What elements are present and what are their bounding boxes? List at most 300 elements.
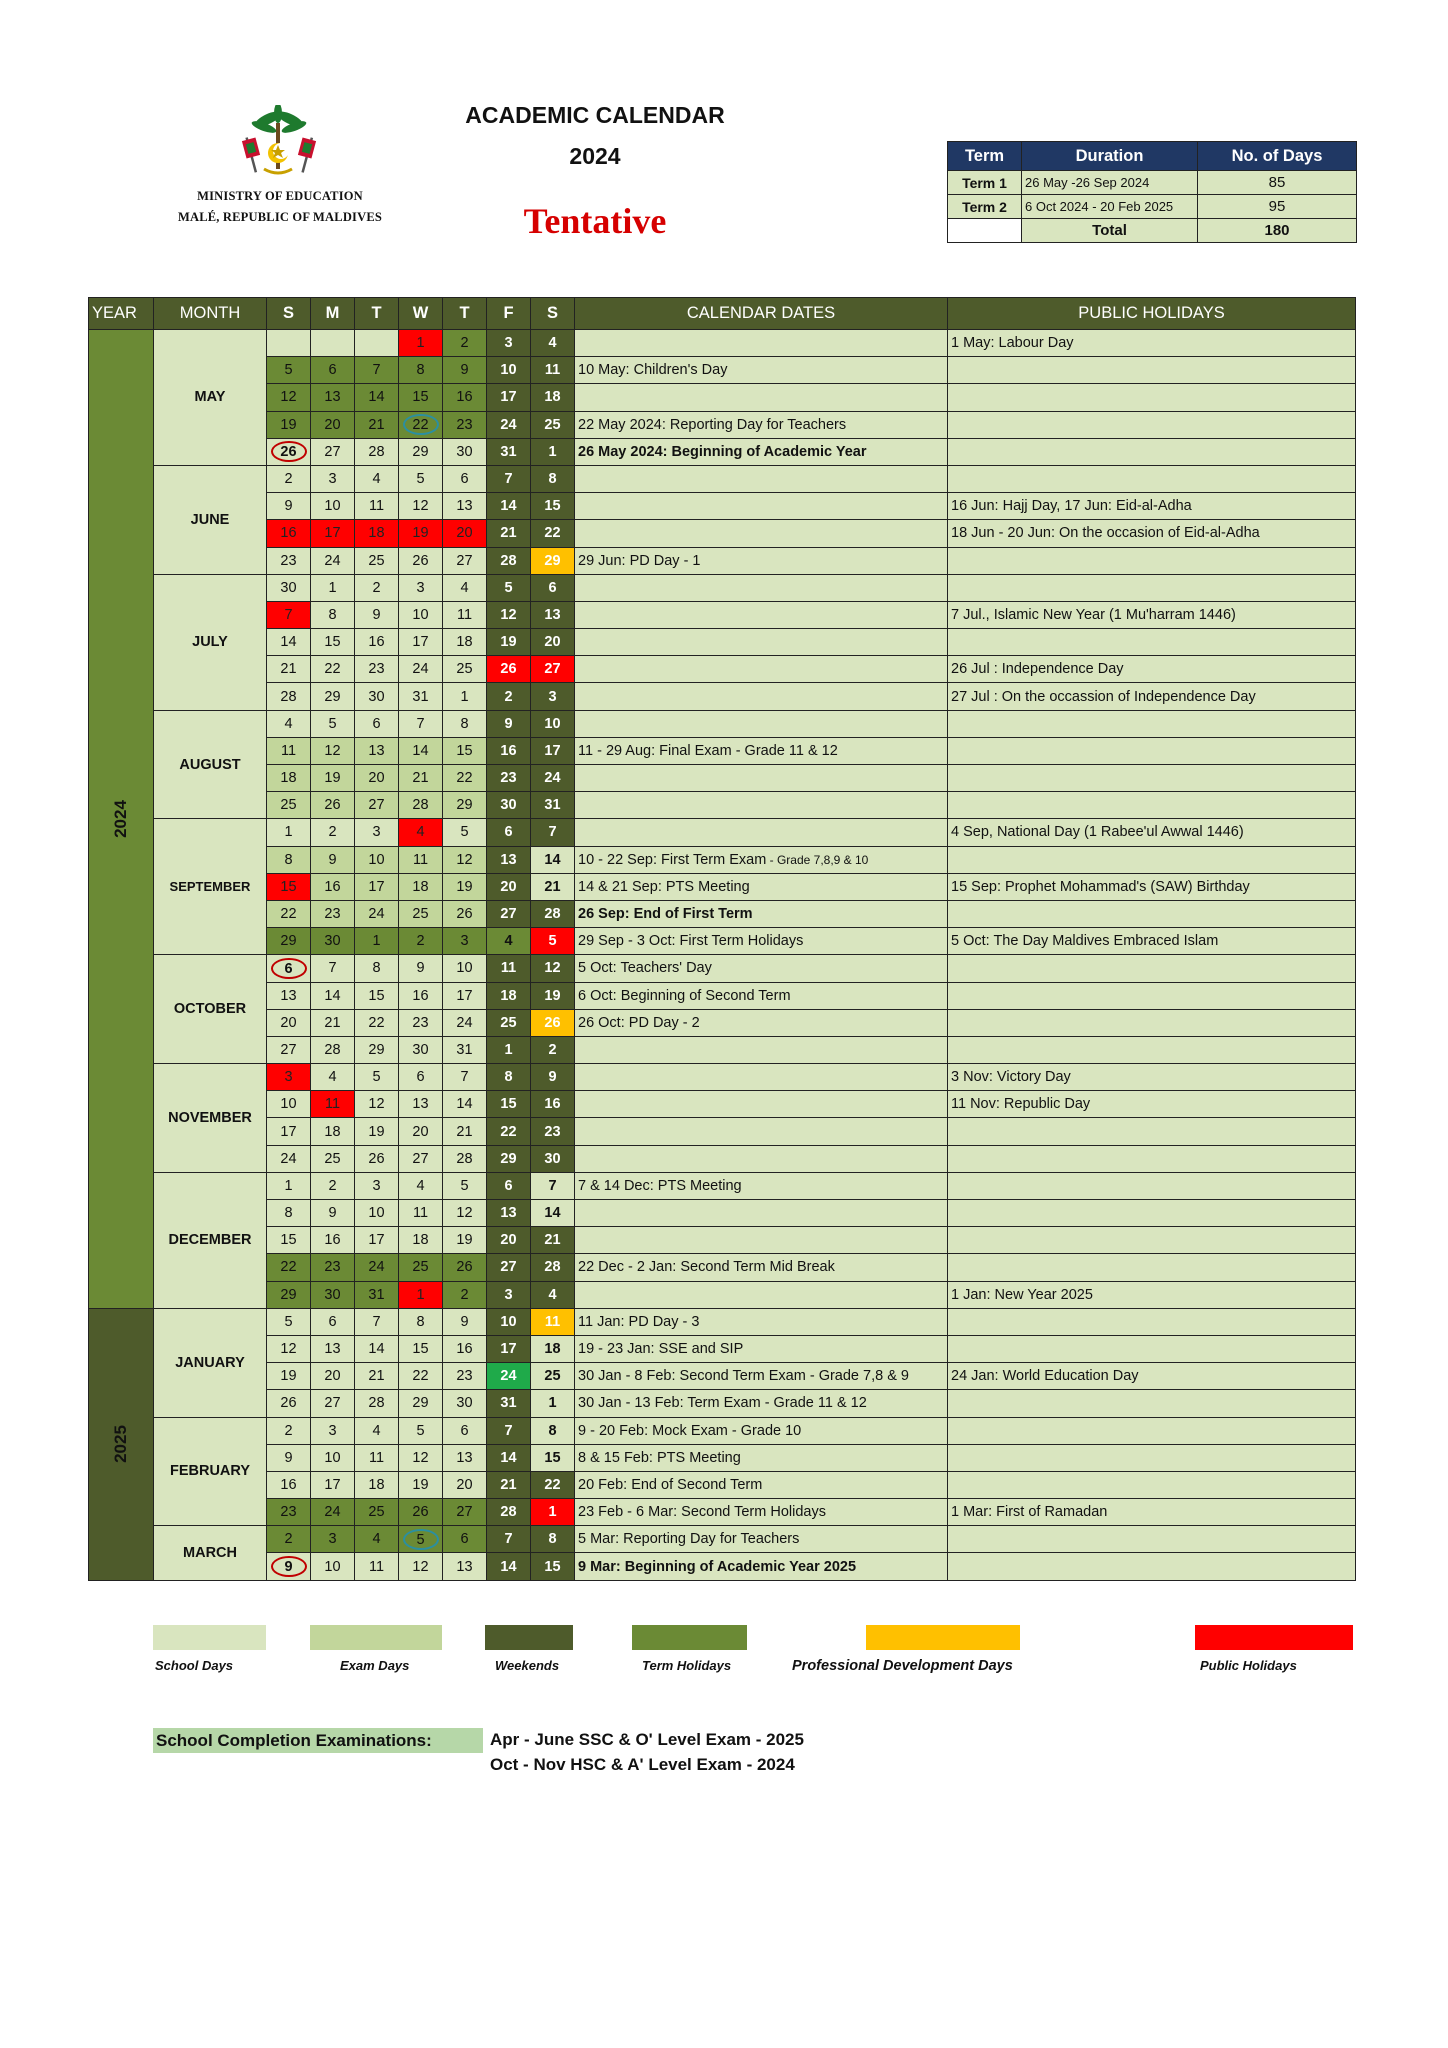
day-cell: 24 [487,411,531,438]
day-cell: 25 [311,1145,355,1172]
day-cell: 4 [487,928,531,955]
public-holiday-cell: 16 Jun: Hajj Day, 17 Jun: Eid-al-Adha [948,493,1356,520]
day-cell: 12 [355,1091,399,1118]
day-cell: 7 [487,465,531,492]
day-cell: 28 [355,1390,399,1417]
day-cell: 14 [487,493,531,520]
day-cell: 25 [355,1499,399,1526]
calendar-dates-cell [575,710,948,737]
day-cell: 1 [267,1172,311,1199]
ministry-logo-block [150,105,410,228]
day-cell: 17 [311,1471,355,1498]
day-cell: 28 [311,1036,355,1063]
day-cell: 20 [267,1009,311,1036]
day-cell: 12 [267,384,311,411]
column-header: F [487,298,531,330]
month-label: DECEMBER [154,1172,267,1308]
exams-line-ssc: Apr - June SSC & O' Level Exam - 2025 [490,1730,804,1749]
day-cell: 1 [487,1036,531,1063]
calendar-dates-cell: 11 - 29 Aug: Final Exam - Grade 11 & 12 [575,737,948,764]
public-holiday-cell [948,982,1356,1009]
day-cell: 3 [355,819,399,846]
day-cell: 13 [531,601,575,628]
day-cell: 23 [531,1118,575,1145]
day-cell: 29 [487,1145,531,1172]
calendar-dates-cell: 5 Oct: Teachers' Day [575,955,948,982]
public-holiday-cell: 24 Jan: World Education Day [948,1363,1356,1390]
day-cell: 2 [443,1281,487,1308]
day-cell: 10 [267,1091,311,1118]
day-cell: 25 [443,656,487,683]
calendar-dates-cell: 26 May 2024: Beginning of Academic Year [575,438,948,465]
table-row [89,710,1356,737]
calendar-dates-cell [575,819,948,846]
public-holiday-cell [948,955,1356,982]
day-cell: 24 [355,900,399,927]
column-header: S [531,298,575,330]
column-header-term: Term [948,142,1022,171]
terms-table-header [948,142,1357,171]
day-cell [267,1553,311,1580]
day-cell: 22 [267,1254,311,1281]
calendar-dates-cell: 10 - 22 Sep: First Term Exam - Grade 7,8,9 & 10 [575,846,948,873]
day-cell: 14 [355,1335,399,1362]
day-cell [267,330,311,357]
month-label: MAY [154,330,267,466]
day-cell: 4 [531,1281,575,1308]
calendar-dates-cell [575,601,948,628]
day-cell: 17 [531,737,575,764]
table-row [89,330,1356,357]
day-cell: 6 [487,1172,531,1199]
table-row [89,520,1356,547]
day-cell: 19 [311,765,355,792]
day-cell: 4 [531,330,575,357]
day-cell: 18 [355,520,399,547]
table-row [89,1200,1356,1227]
calendar-dates-cell: 22 Dec - 2 Jan: Second Term Mid Break [575,1254,948,1281]
table-row [89,1036,1356,1063]
day-cell: 3 [355,1172,399,1199]
day-cell: 6 [531,574,575,601]
day-cell: 15 [443,737,487,764]
day-cell: 18 [399,1227,443,1254]
day-cell: 10 [311,493,355,520]
day-cell: 16 [267,1471,311,1498]
day-cell: 9 [443,1308,487,1335]
public-holiday-cell: 3 Nov: Victory Day [948,1064,1356,1091]
day-cell: 21 [443,1118,487,1145]
day-cell: 12 [399,1444,443,1471]
day-cell: 19 [487,629,531,656]
table-row [89,357,1356,384]
table-row [89,1281,1356,1308]
table-row [89,1363,1356,1390]
day-cell: 29 [399,1390,443,1417]
day-cell: 6 [355,710,399,737]
table-row [89,1172,1356,1199]
day-cell: 3 [487,1281,531,1308]
calendar-dates-cell: 10 May: Children's Day [575,357,948,384]
table-row [89,792,1356,819]
day-cell: 31 [487,1390,531,1417]
day-cell: 24 [487,1363,531,1390]
day-cell: 7 [531,1172,575,1199]
day-cell: 27 [531,656,575,683]
legend-swatch [153,1625,266,1650]
day-cell: 6 [443,1417,487,1444]
term-duration: 26 May -26 Sep 2024 [1022,171,1198,195]
day-cell: 3 [443,928,487,955]
day-cell: 3 [311,465,355,492]
day-cell: 27 [267,1036,311,1063]
day-cell: 27 [443,547,487,574]
table-row [89,928,1356,955]
day-cell: 18 [487,982,531,1009]
day-cell: 22 [487,1118,531,1145]
day-cell: 14 [531,1200,575,1227]
day-cell: 28 [487,547,531,574]
day-cell: 20 [443,520,487,547]
day-cell: 8 [399,1308,443,1335]
calendar-dates-cell: 7 & 14 Dec: PTS Meeting [575,1172,948,1199]
public-holiday-cell [948,737,1356,764]
ministry-location: MALÉ, REPUBLIC OF MALDIVES [177,210,383,224]
day-cell: 7 [355,357,399,384]
day-cell: 3 [399,574,443,601]
column-header: T [443,298,487,330]
day-cell: 7 [267,601,311,628]
public-holiday-cell: 4 Sep, National Day (1 Rabee'ul Awwal 1446) [948,819,1356,846]
table-row [89,1499,1356,1526]
day-cell: 24 [311,547,355,574]
day-cell: 4 [399,819,443,846]
day-cell: 18 [531,1335,575,1362]
calendar-dates-cell [575,765,948,792]
calendar-dates-cell [575,629,948,656]
legend-label: Public Holidays [1200,1658,1297,1673]
day-cell: 7 [487,1526,531,1553]
day-cell: 11 [399,1200,443,1227]
day-cell: 28 [531,1254,575,1281]
day-cell: 17 [355,1227,399,1254]
day-cell: 31 [531,792,575,819]
day-cell: 31 [443,1036,487,1063]
public-holiday-cell [948,629,1356,656]
table-row [89,1335,1356,1362]
public-holiday-cell [948,1444,1356,1471]
public-holiday-cell [948,1118,1356,1145]
day-cell: 2 [399,928,443,955]
day-cell: 8 [267,846,311,873]
public-holiday-cell [948,1417,1356,1444]
day-cell: 26 [311,792,355,819]
day-cell: 29 [531,547,575,574]
exams-line-hsc: Oct - Nov HSC & A' Level Exam - 2024 [490,1755,795,1774]
day-cell: 16 [531,1091,575,1118]
public-holiday-cell [948,574,1356,601]
day-cell: 21 [355,1363,399,1390]
table-row [89,1009,1356,1036]
day-cell: 31 [355,1281,399,1308]
day-cell: 4 [311,1064,355,1091]
day-cell: 13 [443,1553,487,1580]
day-cell: 1 [267,819,311,846]
day-cell: 20 [487,1227,531,1254]
table-row [89,493,1356,520]
public-holiday-cell: 5 Oct: The Day Maldives Embraced Islam [948,928,1356,955]
day-cell: 22 [443,765,487,792]
day-cell: 23 [443,1363,487,1390]
day-cell: 13 [487,846,531,873]
day-cell: 8 [531,465,575,492]
total-label: Total [1022,219,1198,243]
day-cell: 24 [267,1145,311,1172]
month-label: MARCH [154,1526,267,1580]
day-cell: 1 [443,683,487,710]
day-cell [355,330,399,357]
day-cell: 29 [311,683,355,710]
legend-label: Weekends [495,1658,560,1673]
column-header-duration: Duration [1022,142,1198,171]
day-cell: 14 [267,629,311,656]
calendar-dates-cell [575,1145,948,1172]
day-cell: 27 [487,1254,531,1281]
day-cell: 14 [531,846,575,873]
calendar-dates-cell [575,330,948,357]
day-cell: 13 [487,1200,531,1227]
day-cell: 17 [443,982,487,1009]
term-days: 95 [1198,195,1357,219]
day-cell: 6 [487,819,531,846]
day-cell: 26 [443,900,487,927]
day-cell: 13 [355,737,399,764]
calendar-dates-cell: 11 Jan: PD Day - 3 [575,1308,948,1335]
public-holiday-cell [948,1009,1356,1036]
highlight-ring: 26 [271,441,307,462]
public-holiday-cell [948,438,1356,465]
day-cell: 1 [531,1499,575,1526]
day-cell: 8 [531,1417,575,1444]
day-cell: 10 [355,846,399,873]
table-row [89,1444,1356,1471]
day-cell: 12 [311,737,355,764]
day-cell: 5 [443,1172,487,1199]
day-cell: 27 [487,900,531,927]
table-row [89,1145,1356,1172]
day-cell: 5 [267,1308,311,1335]
day-cell: 16 [267,520,311,547]
table-row [89,1471,1356,1498]
day-cell: 22 [267,900,311,927]
page-year: 2024 [569,143,621,169]
day-cell [267,438,311,465]
day-cell: 16 [355,629,399,656]
day-cell: 13 [267,982,311,1009]
page-title: ACADEMIC CALENDAR [465,102,725,128]
day-cell: 26 [443,1254,487,1281]
day-cell: 15 [531,1553,575,1580]
day-cell: 21 [487,520,531,547]
month-label: OCTOBER [154,955,267,1064]
legend-swatch [485,1625,573,1650]
term-duration: 6 Oct 2024 - 20 Feb 2025 [1022,195,1198,219]
day-cell: 23 [487,765,531,792]
table-row [89,547,1356,574]
day-cell: 13 [399,1091,443,1118]
day-cell: 14 [443,1091,487,1118]
day-cell: 24 [399,656,443,683]
term-name: Term 1 [948,171,1022,195]
day-cell: 26 [267,1390,311,1417]
day-cell: 25 [399,1254,443,1281]
day-cell: 5 [443,819,487,846]
public-holiday-cell: 26 Jul : Independence Day [948,656,1356,683]
day-cell: 7 [311,955,355,982]
calendar-dates-cell: 8 & 15 Feb: PTS Meeting [575,1444,948,1471]
day-cell: 12 [399,493,443,520]
table-row [89,1254,1356,1281]
day-cell: 7 [487,1417,531,1444]
day-cell: 19 [443,1227,487,1254]
day-cell: 20 [443,1471,487,1498]
day-cell: 24 [531,765,575,792]
day-cell: 6 [311,1308,355,1335]
day-cell: 17 [487,1335,531,1362]
calendar-dates-cell: 23 Feb - 6 Mar: Second Term Holidays [575,1499,948,1526]
calendar-dates-cell [575,1091,948,1118]
month-label: AUGUST [154,710,267,819]
day-cell: 7 [531,819,575,846]
day-cell: 14 [487,1553,531,1580]
day-cell: 14 [355,384,399,411]
table-row [89,683,1356,710]
day-cell: 19 [443,873,487,900]
day-cell: 2 [267,465,311,492]
day-cell: 9 [311,1200,355,1227]
day-cell: 3 [531,683,575,710]
day-cell: 1 [399,1281,443,1308]
day-cell: 31 [487,438,531,465]
highlight-ring: 5 [403,1529,439,1550]
calendar-dates-cell: 29 Jun: PD Day - 1 [575,547,948,574]
day-cell: 19 [531,982,575,1009]
public-holiday-cell: 18 Jun - 20 Jun: On the occasion of Eid-al-Adha [948,520,1356,547]
day-cell: 30 [355,683,399,710]
calendar-dates-cell [575,574,948,601]
legend-swatch [866,1625,1020,1650]
day-cell: 28 [487,1499,531,1526]
public-holiday-cell [948,465,1356,492]
day-cell: 8 [487,1064,531,1091]
day-cell: 9 [443,357,487,384]
column-header: CALENDAR DATES [575,298,948,330]
day-cell: 19 [267,1363,311,1390]
month-label: NOVEMBER [154,1064,267,1173]
day-cell: 25 [399,900,443,927]
day-cell: 20 [311,1363,355,1390]
day-cell: 6 [399,1064,443,1091]
public-holiday-cell [948,1172,1356,1199]
calendar-dates-cell: 19 - 23 Jan: SSE and SIP [575,1335,948,1362]
day-cell: 10 [531,710,575,737]
public-holiday-cell [948,411,1356,438]
day-cell: 8 [531,1526,575,1553]
legend-label: School Days [155,1658,234,1673]
legend-label: Term Holidays [642,1658,732,1673]
column-header-days: No. of Days [1198,142,1357,171]
day-cell: 25 [531,1363,575,1390]
calendar-dates-cell: 6 Oct: Beginning of Second Term [575,982,948,1009]
day-cell: 17 [267,1118,311,1145]
day-cell: 6 [443,1526,487,1553]
day-cell: 22 [399,1363,443,1390]
public-holiday-cell [948,710,1356,737]
calendar-dates-cell [575,1281,948,1308]
day-cell: 16 [311,873,355,900]
day-cell: 4 [399,1172,443,1199]
day-cell: 15 [267,873,311,900]
day-cell: 4 [267,710,311,737]
ministry-emblem-icon [240,105,320,181]
table-row [89,1091,1356,1118]
day-cell: 10 [399,601,443,628]
calendar-dates-cell: 5 Mar: Reporting Day for Teachers [575,1526,948,1553]
day-cell: 3 [487,330,531,357]
table-row [89,1227,1356,1254]
day-cell: 21 [399,765,443,792]
day-cell: 12 [443,846,487,873]
day-cell: 16 [443,1335,487,1362]
day-cell: 29 [443,792,487,819]
public-holiday-cell [948,792,1356,819]
day-cell: 16 [399,982,443,1009]
column-header: YEAR [89,298,154,330]
public-holiday-cell [948,1390,1356,1417]
day-cell: 26 [399,547,443,574]
day-cell: 4 [355,465,399,492]
day-cell: 18 [531,384,575,411]
day-cell: 10 [355,1200,399,1227]
day-cell: 29 [399,438,443,465]
calendar-dates-cell: 22 May 2024: Reporting Day for Teachers [575,411,948,438]
day-cell: 6 [443,465,487,492]
public-holiday-cell [948,1526,1356,1553]
day-cell: 11 [355,493,399,520]
day-cell: 2 [531,1036,575,1063]
table-row [89,737,1356,764]
month-label: JANUARY [154,1308,267,1417]
table-row [89,1417,1356,1444]
day-cell: 17 [487,384,531,411]
day-cell: 21 [531,1227,575,1254]
day-cell: 7 [443,1064,487,1091]
calendar-dates-cell [575,792,948,819]
day-cell: 28 [531,900,575,927]
column-header: W [399,298,443,330]
day-cell: 2 [267,1417,311,1444]
day-cell: 1 [531,438,575,465]
table-row [89,846,1356,873]
day-cell: 25 [267,792,311,819]
day-cell: 8 [355,955,399,982]
public-holiday-cell [948,357,1356,384]
day-cell: 27 [311,438,355,465]
legend-swatch [310,1625,442,1650]
calendar-dates-cell: 9 Mar: Beginning of Academic Year 2025 [575,1553,948,1580]
day-cell: 25 [531,411,575,438]
day-cell: 29 [355,1036,399,1063]
